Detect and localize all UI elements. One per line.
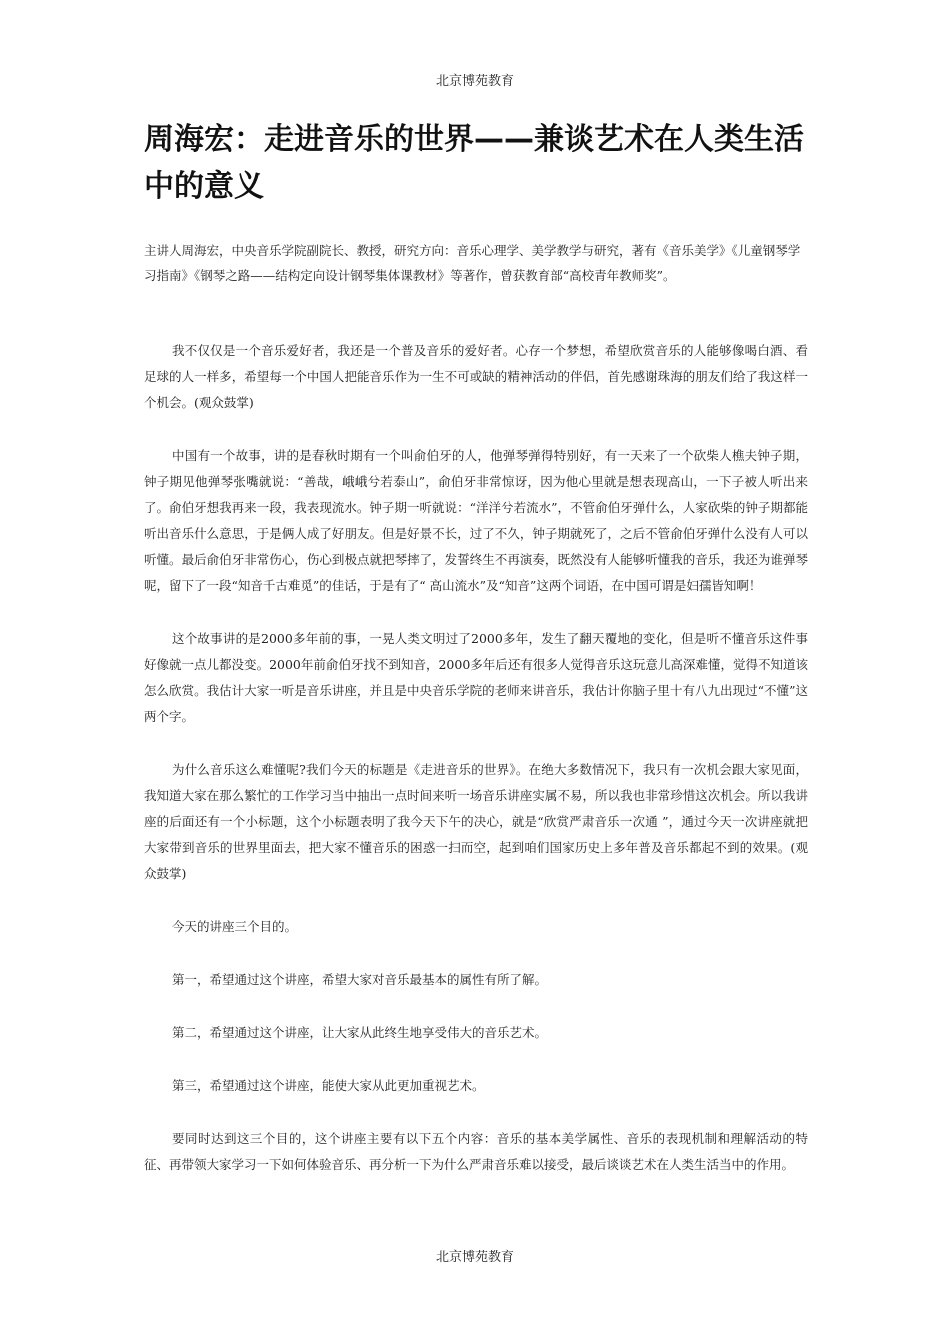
paragraph-8: 第三，希望通过这个讲座，能使大家从此更加重视艺术。 xyxy=(172,1078,485,1093)
paragraph-3: 这个故事讲的是2000多年前的事，一晃人类文明过了2000多年，发生了翻天覆地的变化，但是听不懂音乐这件事好像就一点儿都没变。2000年前俞伯牙找不到知音，2000多年后还有很多人觉得音乐这玩意儿高深难懂，觉得不知道该怎么欣赏。我估计大家一听是音乐讲座，并且是中央音乐学院的老师来讲音乐，我估计你脑子里十有八九出现过“不懂”这两个字。 xyxy=(144,631,808,724)
paragraph-9: 要同时达到这三个目的，这个讲座主要有以下五个内容：音乐的基本美学属性、音乐的表现机制和理解活动的特征、再带领大家学习一下如何体验音乐、再分析一下为什么严肃音乐难以接受，最后谈谈艺术在人类生活当中的作用。 xyxy=(144,1131,808,1172)
article-title: 周海宏：走进音乐的世界——兼谈艺术在人类生活中的意义 xyxy=(144,122,804,204)
paragraph-2: 中国有一个故事，讲的是春秋时期有一个叫俞伯牙的人，他弹琴弹得特别好，有一天来了一个砍柴人樵夫钟子期，钟子期见他弹琴张嘴就说：“善哉，峨峨兮若泰山”，俞伯牙非常惊讶，因为他心里就是想表现高山，一下子被人听出来了。俞伯牙想我再来一段，我表现流水。钟子期一听就说：“洋洋兮若流水”，不管俞伯牙弹什么，人家砍柴的钟子期都能听出音乐什么意思，于是俩人成了好朋友。但是好景不长，过了不久，钟子期就死了，之后不管俞伯牙弹什么没有人可以听懂。最后俞伯牙非常伤心，伤心到极点就把琴摔了，发誓终生不再演奏，既然没有人能够听懂我的音乐，我还为谁弹琴呢，留下了一段“知音千古难觅”的佳话，于是有了“ 高山流水”及“知音”这两个词语，在中国可谓是妇孺皆知啊！ xyxy=(144,448,808,593)
speaker-intro: 主讲人周海宏，中央音乐学院副院长、教授，研究方向：音乐心理学、美学教学与研究，著有《音乐美学》《儿童钢琴学习指南》《钢琴之路——结构定向设计钢琴集体课教材》等著作，曾获教育部“高校青年教师奖”。 xyxy=(144,243,801,283)
article-body xyxy=(144,338,808,1205)
paragraph-7: 第二，希望通过这个讲座，让大家从此终生地享受伟大的音乐艺术。 xyxy=(172,1025,548,1040)
paragraph-4: 为什么音乐这么难懂呢?我们今天的标题是《走进音乐的世界》。在绝大多数情况下，我只有一次机会跟大家见面，我知道大家在那么繁忙的工作学习当中抽出一点时间来听一场音乐讲座实属不易，所以我也非常珍惜这次机会。所以我讲座的后面还有一个小标题，这个小标题表明了我今天下午的决心，就是“欣赏严肃音乐一次通 ”，通过今天一次讲座就把大家带到音乐的世界里面去，把大家不懂音乐的困惑一扫而空，起到咱们国家历史上多年普及音乐都起不到的效果。(观众鼓掌) xyxy=(144,762,808,881)
paragraph-1: 我不仅仅是一个音乐爱好者，我还是一个普及音乐的爱好者。心存一个梦想，希望欣赏音乐的人能够像喝白酒、看足球的人一样多，希望每一个中国人把能音乐作为一生不可或缺的精神活动的伴侣，首先感谢珠海的朋友们给了我这样一个机会。(观众鼓掌) xyxy=(144,343,808,410)
paragraph-5: 今天的讲座三个目的。 xyxy=(172,919,298,934)
page-footer: 北京博苑教育 xyxy=(435,1250,514,1265)
paragraph-6: 第一，希望通过这个讲座，希望大家对音乐最基本的属性有所了解。 xyxy=(172,972,548,987)
page-header: 北京博苑教育 xyxy=(435,74,514,89)
